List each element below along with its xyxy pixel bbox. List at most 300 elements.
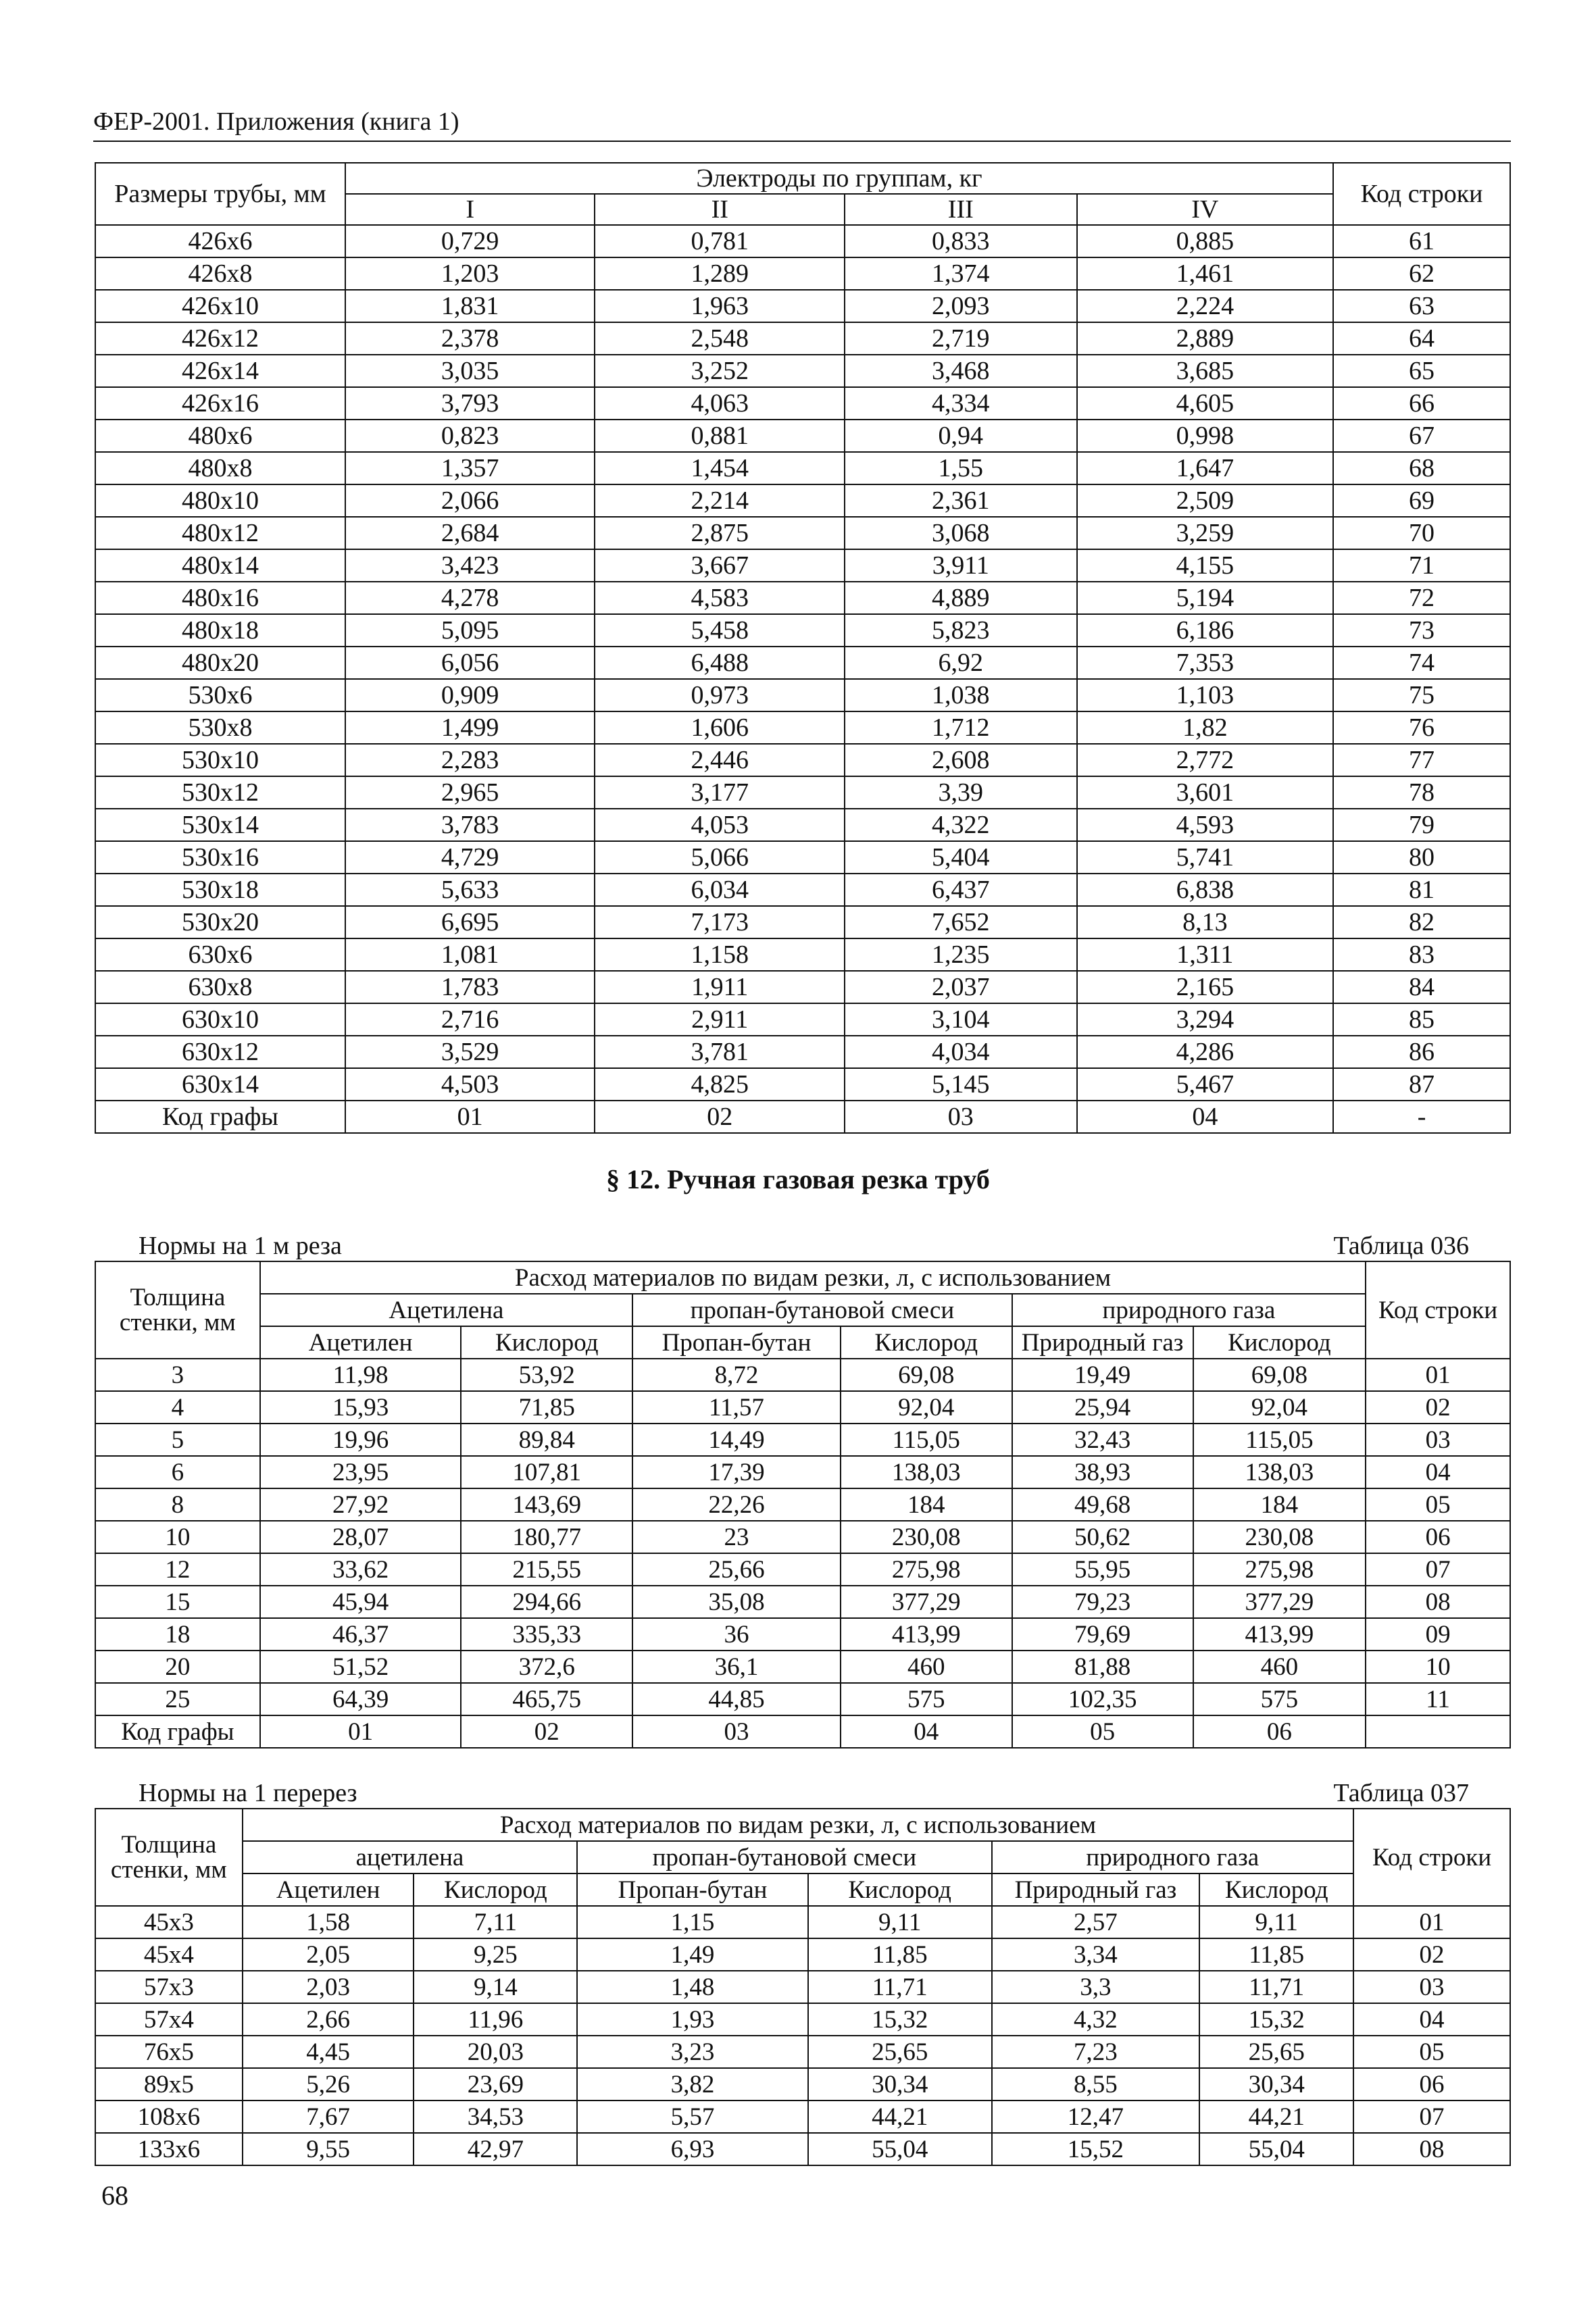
table-cell: 08 [1366,1586,1510,1618]
table-cell: 71,85 [461,1391,632,1424]
col-header-acetylene: Ацетилен [260,1326,462,1359]
table-cell: 1,963 [595,290,845,322]
table-cell: 9,11 [1199,1906,1353,1938]
table-cell: 377,29 [1193,1586,1366,1618]
table-cell: 1,461 [1077,257,1334,290]
table-cell: 0,973 [595,679,845,711]
table-cell: 36 [632,1618,841,1651]
table-cell: 03 [1353,1971,1510,2003]
table-row [95,614,1510,647]
col-header-thickness: Толщина стенки, мм [95,1261,260,1359]
table-cell: 33,62 [260,1553,462,1586]
table-cell: 5,741 [1077,841,1334,874]
table-cell: 294,66 [461,1586,632,1618]
table-cell: 1,606 [595,711,845,744]
table-cell: 1,081 [345,938,595,971]
table-cell: 1,48 [577,1971,808,2003]
table-cell: 3,177 [595,776,845,809]
table-cell: 4,583 [595,582,845,614]
table-cell: 2,037 [845,971,1077,1003]
table-cell: 57x4 [95,2003,243,2036]
table-cell: 05 [1353,2036,1510,2068]
table-cell: 69,08 [1193,1359,1366,1391]
table-cell: 1,203 [345,257,595,290]
table-cell: 79 [1333,809,1510,841]
table-cell: 2,214 [595,484,845,517]
table-cell: 8,13 [1077,906,1334,938]
table-cell: 08 [1353,2133,1510,2165]
table-cell: 3,294 [1077,1003,1334,1036]
column-code-cell [1366,1715,1510,1748]
table-cell: 3,783 [345,809,595,841]
table-cell: 67 [1333,420,1510,452]
col-header-thickness: Толщина стенки, мм [95,1809,243,1906]
table-cell: 5,823 [845,614,1077,647]
table-cell: 2,165 [1077,971,1334,1003]
table-row [95,517,1510,549]
table-cell: 0,885 [1077,225,1334,257]
table-cell: 11,96 [414,2003,577,2036]
table-cell: 530x18 [95,874,345,906]
table-037 [95,1808,1511,2166]
table036-number: Таблица 036 [1333,1232,1469,1260]
table-row [95,647,1510,679]
column-code-cell: 03 [845,1101,1077,1133]
table-cell: 3,685 [1077,355,1334,387]
table-cell: 6,034 [595,874,845,906]
table-row [95,1456,1510,1488]
table-cell: 6,437 [845,874,1077,906]
table-cell: 03 [1366,1424,1510,1456]
table-cell: 3,793 [345,387,595,420]
table-cell: 8 [95,1488,260,1521]
table-cell: 530x6 [95,679,345,711]
table-row [95,1906,1510,1938]
table-cell: 22,26 [632,1488,841,1521]
table-cell: 6 [95,1456,260,1488]
table-row [95,938,1510,971]
table-cell: 1,038 [845,679,1077,711]
col-header-materials: Расход материалов по видам резки, л, с использованием [260,1261,1366,1294]
col-header-oxygen: Кислород [414,1873,577,1906]
table-row [95,452,1510,484]
table-row [95,679,1510,711]
table-cell: 45,94 [260,1586,462,1618]
table-cell: 3 [95,1359,260,1391]
table-cell: 11,71 [1199,1971,1353,2003]
table-cell: 30,34 [1199,2068,1353,2101]
column-code-cell: Код графы [95,1101,345,1133]
table-cell: 426x10 [95,290,345,322]
table-cell: 426x12 [95,322,345,355]
table-cell: 4,034 [845,1036,1077,1068]
table-cell: 4,334 [845,387,1077,420]
table-cell: 9,14 [414,1971,577,2003]
table-cell: 15,52 [992,2133,1200,2165]
table-row [95,322,1510,355]
table-cell: 2,509 [1077,484,1334,517]
table-cell: 79,23 [1012,1586,1193,1618]
table-cell: 65 [1333,355,1510,387]
table-cell: 72 [1333,582,1510,614]
table-cell: 480x18 [95,614,345,647]
table-row [95,744,1510,776]
table-cell: 426x14 [95,355,345,387]
table-cell: 45x3 [95,1906,243,1938]
table-cell: 7,23 [992,2036,1200,2068]
table-cell: 2,911 [595,1003,845,1036]
table-row [95,1618,1510,1651]
table-cell: 44,21 [808,2101,992,2133]
table-cell: 3,529 [345,1036,595,1068]
table-cell: 1,93 [577,2003,808,2036]
table-cell: 6,695 [345,906,595,938]
table-cell: 3,39 [845,776,1077,809]
table-cell: 3,23 [577,2036,808,2068]
table-cell: 76 [1333,711,1510,744]
table-cell: 25,65 [1199,2036,1353,2068]
table-cell: 2,361 [845,484,1077,517]
table-cell: 3,781 [595,1036,845,1068]
table-cell: 230,08 [1193,1521,1366,1553]
table-cell: 19,96 [260,1424,462,1456]
table-cell: 3,601 [1077,776,1334,809]
col-header-electrodes-group: Электроды по группам, кг [345,163,1333,194]
table-cell: 02 [1353,1938,1510,1971]
table-cell: 4,605 [1077,387,1334,420]
subgroup-propane-butane: пропан-бутановой смеси [632,1294,1012,1326]
table-cell: 1,647 [1077,452,1334,484]
table-cell: 92,04 [841,1391,1012,1424]
table-cell: 12 [95,1553,260,1586]
table-cell: 530x16 [95,841,345,874]
table-cell: 77 [1333,744,1510,776]
table-cell: 84 [1333,971,1510,1003]
subgroup-propane-butane: пропан-бутановой смеси [577,1841,991,1873]
table-row [95,355,1510,387]
table-cell: 630x6 [95,938,345,971]
table-cell: 80 [1333,841,1510,874]
page-header: ФЕР-2001. Приложения (книга 1) [93,107,1511,142]
table-cell: 49,68 [1012,1488,1193,1521]
table-cell: 0,94 [845,420,1077,452]
table-row [95,1391,1510,1424]
table-cell: 53,92 [461,1359,632,1391]
table-row [95,776,1510,809]
table-cell: 2,889 [1077,322,1334,355]
table-cell: 184 [841,1488,1012,1521]
table-row [95,971,1510,1003]
table-cell: 15,32 [808,2003,992,2036]
col-header-natural-gas: Природный газ [1012,1326,1193,1359]
column-code-cell: 04 [1077,1101,1334,1133]
table-cell: 480x10 [95,484,345,517]
col-header-group-ii: II [595,194,845,225]
table-cell: 2,57 [992,1906,1200,1938]
table-cell: 4,503 [345,1068,595,1101]
table-cell: 73 [1333,614,1510,647]
table-cell: 426x6 [95,225,345,257]
table037-number: Таблица 037 [1333,1779,1469,1807]
table-cell: 4,278 [345,582,595,614]
table-cell: 107,81 [461,1456,632,1488]
table-cell: 480x20 [95,647,345,679]
table-cell: 87 [1333,1068,1510,1101]
table-row [95,420,1510,452]
table-cell: 68 [1333,452,1510,484]
table-row [95,874,1510,906]
col-header-propane-butane: Пропан-бутан [632,1326,841,1359]
table-cell: 426x8 [95,257,345,290]
table-cell: 04 [1353,2003,1510,2036]
table-cell: 0,729 [345,225,595,257]
table-cell: 1,289 [595,257,845,290]
table-cell: 5,458 [595,614,845,647]
table-row [95,484,1510,517]
table-cell: 23 [632,1521,841,1553]
col-header-row-code: Код строки [1366,1261,1510,1359]
table-cell: 74 [1333,647,1510,679]
page-number: 68 [101,2180,128,2211]
table-cell: 19,49 [1012,1359,1193,1391]
table-cell: 8,55 [992,2068,1200,2101]
table-cell: 10 [95,1521,260,1553]
subgroup-acetylene: Ацетилена [260,1294,632,1326]
table-cell: 460 [841,1651,1012,1683]
column-code-cell: 02 [595,1101,845,1133]
table-cell: 480x14 [95,549,345,582]
table-row [95,711,1510,744]
table-cell: 426x16 [95,387,345,420]
table-cell: 25,94 [1012,1391,1193,1424]
table-cell: 1,783 [345,971,595,1003]
table-cell: 27,92 [260,1488,462,1521]
column-code-cell: 03 [632,1715,841,1748]
table-cell: 4 [95,1391,260,1424]
table-cell: 07 [1366,1553,1510,1586]
table-cell: 3,104 [845,1003,1077,1036]
table-cell: 62 [1333,257,1510,290]
table-cell: 630x12 [95,1036,345,1068]
table-cell: 4,45 [243,2036,414,2068]
table-cell: 09 [1366,1618,1510,1651]
table-cell: 2,03 [243,1971,414,2003]
table-cell: 11,85 [808,1938,992,1971]
table-cell: 89,84 [461,1424,632,1456]
table-cell: 44,21 [1199,2101,1353,2133]
table-cell: 76x5 [95,2036,243,2068]
table-cell: 66 [1333,387,1510,420]
table-cell: 4,322 [845,809,1077,841]
table-cell: 2,719 [845,322,1077,355]
table-cell: 1,357 [345,452,595,484]
table-cell: 1,374 [845,257,1077,290]
table-cell: 138,03 [1193,1456,1366,1488]
table-row [95,257,1510,290]
table-cell: 115,05 [1193,1424,1366,1456]
table-cell: 2,093 [845,290,1077,322]
table-cell: 1,103 [1077,679,1334,711]
table-cell: 7,67 [243,2101,414,2133]
col-header-natural-gas: Природный газ [992,1873,1200,1906]
table-cell: 6,186 [1077,614,1334,647]
col-header-pipe-size: Размеры трубы, мм [95,163,345,225]
column-code-row [95,1715,1510,1748]
table-cell: 4,729 [345,841,595,874]
table-cell: 1,58 [243,1906,414,1938]
table-cell: 75 [1333,679,1510,711]
table-cell: 01 [1353,1906,1510,1938]
table-cell: 1,911 [595,971,845,1003]
table-cell: 413,99 [1193,1618,1366,1651]
table-row [95,1488,1510,1521]
table-cell: 18 [95,1618,260,1651]
table-cell: 5,26 [243,2068,414,2101]
table-cell: 5,194 [1077,582,1334,614]
table-cell: 9,55 [243,2133,414,2165]
table-cell: 42,97 [414,2133,577,2165]
table037-norm-caption: Нормы на 1 перерез [139,1779,357,1807]
table-cell: 51,52 [260,1651,462,1683]
table-cell: 1,55 [845,452,1077,484]
table-cell: 3,911 [845,549,1077,582]
col-header-materials: Расход материалов по видам резки, л, с использованием [243,1809,1353,1841]
table-cell: 6,92 [845,647,1077,679]
table-cell: 2,684 [345,517,595,549]
table-cell: 102,35 [1012,1683,1193,1715]
table-cell: 230,08 [841,1521,1012,1553]
table-row [95,225,1510,257]
table-cell: 11,71 [808,1971,992,2003]
table-cell: 4,889 [845,582,1077,614]
table-cell: 06 [1366,1521,1510,1553]
table-cell: 530x12 [95,776,345,809]
table-cell: 4,825 [595,1068,845,1101]
table-cell: 6,056 [345,647,595,679]
table-cell: 3,259 [1077,517,1334,549]
table-cell: 5,467 [1077,1068,1334,1101]
table-cell: 115,05 [841,1424,1012,1456]
table-cell: 28,07 [260,1521,462,1553]
table-row [95,1683,1510,1715]
table-cell: 7,652 [845,906,1077,938]
table-cell: 0,909 [345,679,595,711]
table-cell: 79,69 [1012,1618,1193,1651]
table-cell: 5,57 [577,2101,808,2133]
table-cell: 69 [1333,484,1510,517]
subgroup-acetylene: ацетилена [243,1841,577,1873]
table-cell: 480x6 [95,420,345,452]
table-cell: 64 [1333,322,1510,355]
table-cell: 01 [1366,1359,1510,1391]
table-cell: 2,283 [345,744,595,776]
table-cell: 138,03 [841,1456,1012,1488]
column-code-cell: Код графы [95,1715,260,1748]
table-cell: 2,66 [243,2003,414,2036]
table-cell: 64,39 [260,1683,462,1715]
table-row [95,1971,1510,2003]
col-header-oxygen: Кислород [841,1326,1012,1359]
table-cell: 413,99 [841,1618,1012,1651]
table-cell: 55,04 [1199,2133,1353,2165]
table-cell: 3,068 [845,517,1077,549]
table-cell: 215,55 [461,1553,632,1586]
subgroup-natural-gas: природного газа [1012,1294,1366,1326]
table-cell: 480x12 [95,517,345,549]
table-cell: 25 [95,1683,260,1715]
table-cell: 4,593 [1077,809,1334,841]
table-cell: 20 [95,1651,260,1683]
table-cell: 3,468 [845,355,1077,387]
table-cell: 69,08 [841,1359,1012,1391]
table-cell: 86 [1333,1036,1510,1068]
table-cell: 3,667 [595,549,845,582]
col-header-oxygen: Кислород [461,1326,632,1359]
table-row [95,1068,1510,1101]
table-cell: 36,1 [632,1651,841,1683]
table-cell: 1,15 [577,1906,808,1938]
table-cell: 630x8 [95,971,345,1003]
table-cell: 78 [1333,776,1510,809]
table-row [95,2036,1510,2068]
table-cell: 83 [1333,938,1510,971]
table-cell: 46,37 [260,1618,462,1651]
table-036 [95,1261,1511,1749]
table-row [95,841,1510,874]
table-cell: 3,34 [992,1938,1200,1971]
col-header-row-code: Код строки [1353,1809,1510,1906]
table-cell: 15,32 [1199,2003,1353,2036]
column-code-cell: 06 [1193,1715,1366,1748]
table-cell: 5 [95,1424,260,1456]
table-cell: 34,53 [414,2101,577,2133]
table-cell: 0,781 [595,225,845,257]
table-cell: 23,69 [414,2068,577,2101]
col-header-oxygen: Кислород [1199,1873,1353,1906]
table-cell: 530x8 [95,711,345,744]
table-cell: 11,57 [632,1391,841,1424]
column-code-cell: 04 [841,1715,1012,1748]
table-cell: 12,47 [992,2101,1200,2133]
table-cell: 4,063 [595,387,845,420]
table-cell: 9,25 [414,1938,577,1971]
table-cell: 5,404 [845,841,1077,874]
table-row [95,1586,1510,1618]
col-header-group-iv: IV [1077,194,1334,225]
table036-norm-caption: Нормы на 1 м реза [139,1232,342,1260]
table-cell: 372,6 [461,1651,632,1683]
table-cell: 2,772 [1077,744,1334,776]
table-row [95,2133,1510,2165]
table-row [95,290,1510,322]
table-cell: 45x4 [95,1938,243,1971]
table-cell: 275,98 [1193,1553,1366,1586]
table-cell: 1,712 [845,711,1077,744]
table-cell: 15 [95,1586,260,1618]
table-cell: 82 [1333,906,1510,938]
table-cell: 1,49 [577,1938,808,1971]
table-cell: 0,833 [845,225,1077,257]
table-cell: 2,608 [845,744,1077,776]
column-code-row [95,1101,1510,1133]
table-cell: 460 [1193,1651,1366,1683]
table-cell: 575 [841,1683,1012,1715]
col-header-acetylene: Ацетилен [243,1873,414,1906]
table-cell: 275,98 [841,1553,1012,1586]
table-cell: 1,235 [845,938,1077,971]
table-cell: 30,34 [808,2068,992,2101]
table-row [95,1651,1510,1683]
